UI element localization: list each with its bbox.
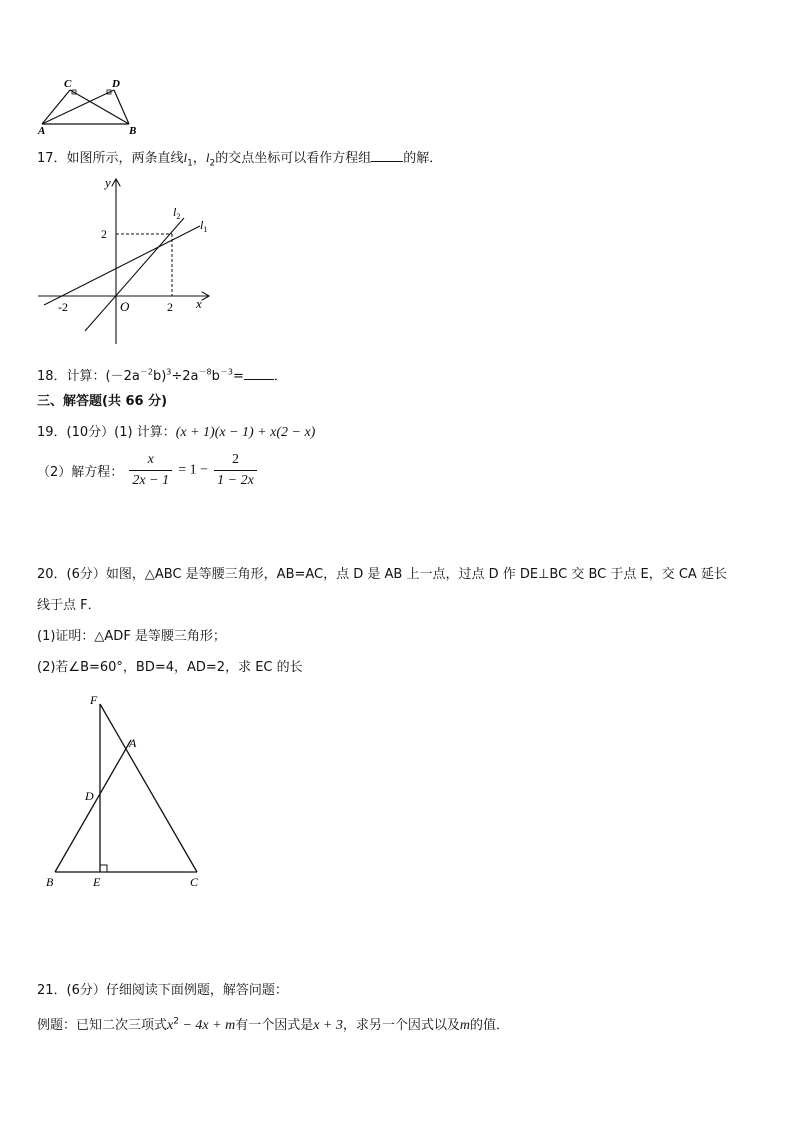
question-19-part1 [37, 421, 315, 441]
answer-blank-q17[interactable] [371, 149, 403, 162]
label-a: A [129, 736, 137, 750]
q17-sep: ， [192, 151, 206, 166]
q17-prefix: 17．如图所示，两条直线 [37, 151, 184, 166]
q19-part2-prefix: （2）解方程： [37, 465, 124, 480]
q17-suffix-before-blank: 的交点坐标可以看作方程组 [215, 151, 372, 166]
q18-exp1: －2 [139, 367, 153, 377]
question-20-sub2: (2)若∠B=60°，BD=4，AD=2，求 EC 的长 [37, 660, 303, 675]
q17-suffix-after-blank: 的解． [403, 151, 443, 166]
label-e: E [93, 875, 101, 889]
question-20-line1: 20．(6分）如图，△ABC 是等腰三角形，AB=AC，点 D 是 AB 上一点，过点 D 作 DE⊥BC 交 BC 于点 E，交 CA 延长 [37, 567, 727, 582]
q19-equals: = 1 − [178, 462, 209, 478]
label-c: C [190, 875, 199, 889]
line-l1-label: $l_1$ [200, 218, 208, 234]
question-21-line2 [37, 1014, 509, 1034]
origin-label: O [120, 299, 130, 314]
question-19-part2 [37, 452, 259, 489]
q21-factor: x + 3 [313, 1018, 343, 1033]
q18-exp4: －3 [219, 367, 233, 377]
tick-y-2: 2 [101, 227, 107, 241]
q18-prefix: 18．计算：(－2a [37, 369, 140, 384]
figure-q17-graph [36, 174, 216, 346]
q19-frac1-den: 2x − 1 [129, 470, 172, 489]
q21-poly-rest: − 4x + m [178, 1018, 236, 1033]
q19-frac2-num: 2 [232, 452, 239, 467]
axis-x-label: x [196, 296, 202, 311]
q18-end: ． [273, 369, 287, 384]
q17-l1: l [183, 150, 188, 165]
q17-l1-sub: 1 [187, 158, 193, 169]
q18-mid3: b [211, 369, 220, 384]
q18-mid1: b) [152, 369, 167, 384]
q21-end: 的值． [470, 1018, 510, 1033]
q19-fraction-2 [214, 452, 257, 489]
question-18-text [37, 365, 287, 384]
q18-mid2: ÷2a [171, 369, 199, 384]
q17-l2: l [205, 150, 210, 165]
question-17-text [37, 147, 442, 169]
tick-x-neg2: -2 [58, 300, 68, 314]
section-3-heading: 三、解答题(共 66 分) [37, 394, 168, 409]
q21-m-var: m [459, 1018, 471, 1033]
q21-poly-exp: 2 [173, 1016, 179, 1027]
label-c: C [64, 78, 72, 90]
q18-exp2: 3 [166, 367, 172, 377]
q19-frac2-den: 1 − 2x [214, 470, 257, 489]
q18-exp3: －8 [198, 367, 212, 377]
line-l2-label: $l_2$ [173, 205, 181, 221]
q21-mid: 有一个因式是 [235, 1018, 314, 1033]
q21-mid2: ，求另一个因式以及 [342, 1018, 460, 1033]
q19-part1-expr: (x + 1)(x − 1) + x(2 − x) [175, 425, 316, 440]
figure-q20-triangle [40, 690, 210, 895]
q21-prefix: 例题：已知二次三项式 [37, 1018, 168, 1033]
label-d: D [85, 789, 94, 803]
figure-q16-triangles [30, 72, 150, 138]
q21-poly-x: x [167, 1018, 174, 1033]
label-b: B [129, 125, 137, 137]
axis-y-label: y [105, 175, 111, 190]
q19-part1-prefix: 19．(10分）(1) 计算： [37, 425, 176, 440]
q19-frac1-num: x [147, 452, 154, 467]
label-f: F [90, 693, 98, 707]
q18-mid4: = [232, 369, 244, 384]
answer-blank-q18[interactable] [244, 367, 274, 380]
label-d: D [112, 78, 120, 90]
label-b: B [46, 875, 54, 889]
q19-fraction-1 [129, 452, 172, 489]
tick-x-2: 2 [167, 300, 173, 314]
q17-l2-sub: 2 [209, 158, 216, 169]
question-21-line1: 21．(6分）仔细阅读下面例题，解答问题： [37, 983, 288, 998]
question-20-line2: 线于点 F． [37, 598, 101, 613]
label-a: A [38, 125, 46, 137]
question-20-sub1: (1)证明：△ADF 是等腰三角形； [37, 629, 226, 644]
